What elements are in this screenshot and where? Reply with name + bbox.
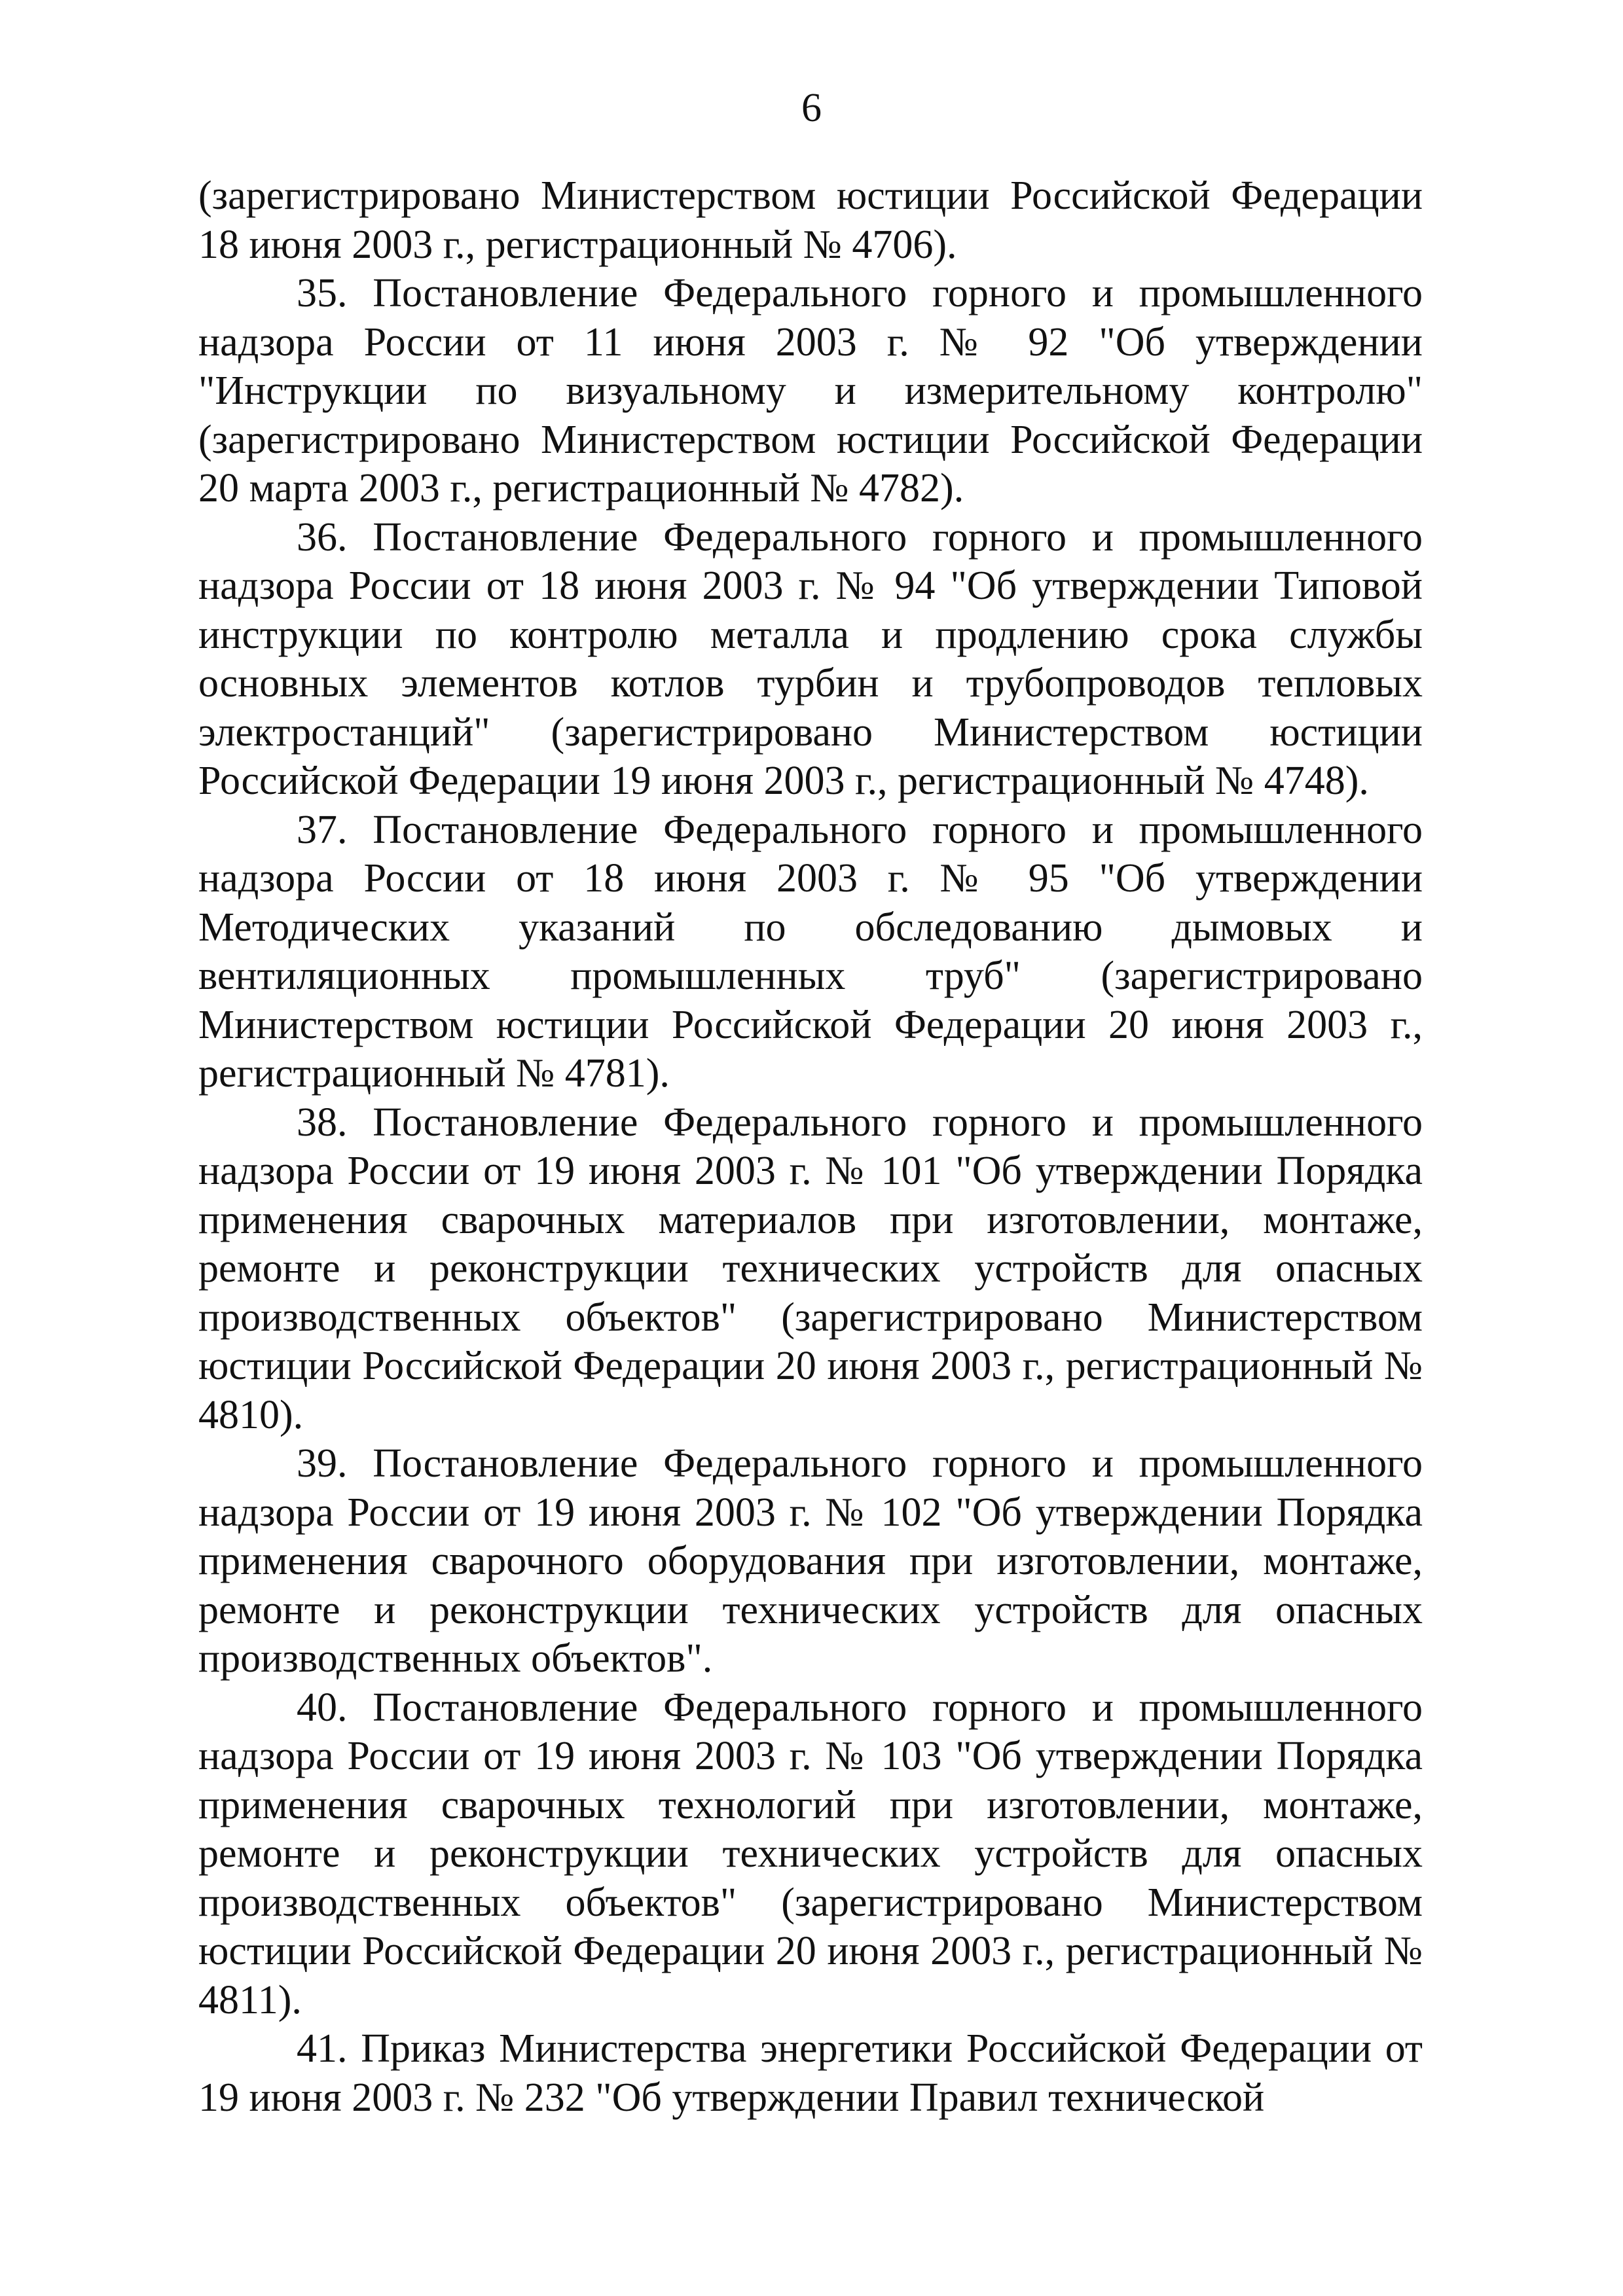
paragraph-item-39: 39. Постановление Федерального горного и промышленного надзора России от 19 июня 2003 г. № 102 "Об утверждении Порядка применения сварочного оборудования при изготовлении, монтаже, ремонте и реконструкции технических устройств для опасных производственных объектов". — [198, 1441, 1423, 1681]
paragraph-item-37: 37. Постановление Федерального горного и промышленного надзора России от 18 июня 2003 г. № 95 "Об утверждении Методических указаний по обследованию дымовых и вентиляционных промышленных труб" (зарегистрировано Министерством юстиции Российской Федерации 20 июня 2003 г., регистрационный № 4781). — [198, 807, 1423, 1096]
paragraph-item-41: 41. Приказ Министерства энергетики Российской Федерации от 19 июня 2003 г. № 232 "Об утверждении Правил технической — [198, 2026, 1423, 2120]
page-number: 6 — [801, 86, 822, 130]
paragraph-item-38: 38. Постановление Федерального горного и промышленного надзора России от 19 июня 2003 г. № 101 "Об утверждении Порядка применения сварочных материалов при изготовлении, монтаже, ремонте и реконструкции технических устройств для опасных производственных объектов" (зарегистрировано Министерством юстиции Российской Федерации 20 июня 2003 г., регистрационный № 4810). — [198, 1100, 1423, 1437]
document-body — [198, 171, 1423, 2122]
paragraph-continuation: (зарегистрировано Министерством юстиции Российской Федерации 18 июня 2003 г., регистрационный № 4706). — [198, 173, 1423, 267]
paragraph-item-35: 35. Постановление Федерального горного и промышленного надзора России от 11 июня 2003 г. № 92 "Об утверждении "Инструкции по визуальному и измерительному контролю" (зарегистрировано Министерством юстиции Российской Федерации 20 марта 2003 г., регистрационный № 4782). — [198, 271, 1423, 511]
paragraph-item-40: 40. Постановление Федерального горного и промышленного надзора России от 19 июня 2003 г. № 103 "Об утверждении Порядка применения сварочных технологий при изготовлении, монтаже, ремонте и реконструкции технических устройств для опасных производственных объектов" (зарегистрировано Министерством юстиции Российской Федерации 20 июня 2003 г., регистрационный № 4811). — [198, 1685, 1423, 2022]
paragraph-item-36: 36. Постановление Федерального горного и промышленного надзора России от 18 июня 2003 г. № 94 "Об утверждении Типовой инструкции по контролю металла и продлению срока службы основных элементов котлов турбин и трубопроводов тепловых электростанций" (зарегистрировано Министерством юстиции Российской Федерации 19 июня 2003 г., регистрационный № 4748). — [198, 514, 1423, 803]
